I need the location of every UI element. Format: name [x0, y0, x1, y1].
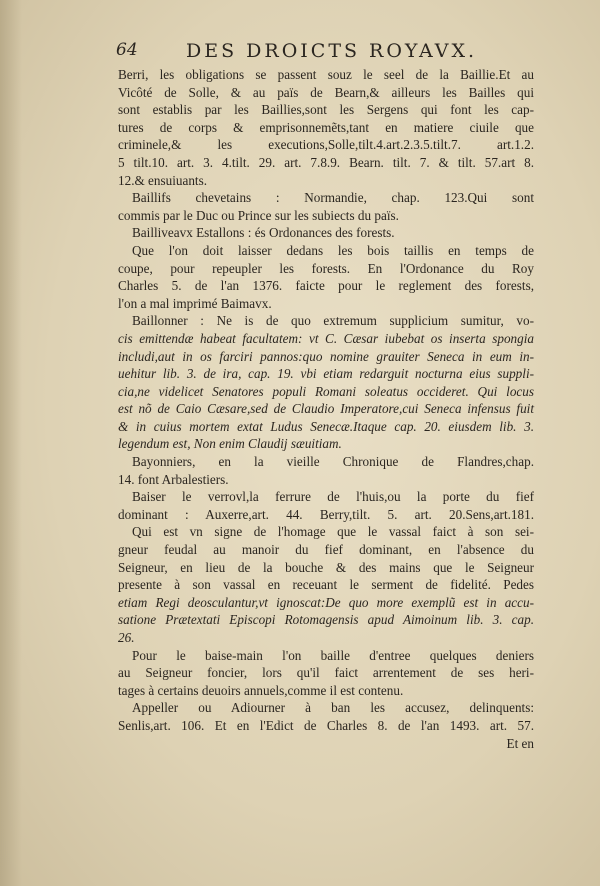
text-line: dominant : Auxerre,art. 44. Berry,tilt. 5. art. 20.Sens,art.181. — [118, 506, 534, 522]
entry-heading-line: Bailliveavx Estallons : és Ordonances des forests. — [132, 225, 395, 241]
text-line: gneur feudal au manoir du fief dominant, en l'absence du — [118, 542, 534, 558]
text-line: 12.& ensuiuants. — [118, 172, 208, 188]
latin-line: satione Prætextati Episcopi Rotomagensis apud Aimoinum lib. 3. cap. — [118, 612, 534, 628]
text-line: presente à son vassal en receuant le serment de fidelité. Pedes — [118, 577, 534, 593]
header-title: DES DROICTS ROYAVX. — [186, 40, 478, 62]
text-line: Senlis,art. 106. Et en l'Edict de Charles 8. de l'an 1493. art. 57. — [118, 717, 534, 733]
text-line: Berri, les obligations se passent souz le seel de la Baillie.Et au — [118, 67, 534, 82]
entry-heading-line: Baillifs chevetains : Normandie, chap. 123.Qui sont — [132, 190, 534, 206]
text-line: sont establis par les Baillies,sont les Sergens qui font les cap- — [118, 102, 534, 118]
text-line: Vicôté de Solle, & au païs de Bearn,& ailleurs les Bailles qui — [118, 84, 534, 100]
text-line: au Seigneur foncier, lors qu'il faict arrentement de ses heri- — [118, 665, 534, 681]
latin-line: & in cuius mortem extat Ludus Senecæ.Itaque cap. 20. eiusdem lib. 3. — [118, 418, 534, 434]
text-line: tages à certains deuoirs annuels,comme il est contenu. — [118, 682, 404, 698]
entry-heading-line: Baillonner : Ne is de quo extremum supplicium sumitur, vo- — [132, 313, 534, 329]
page-number: 64 — [116, 40, 138, 60]
latin-line: cis emittendæ habeat facultatem: vt C. Cæsar iubebat os inserta spongia — [118, 330, 534, 346]
page-spine-shadow — [0, 0, 22, 886]
running-head — [110, 40, 570, 66]
latin-line: uehitur lib. 3. de ira, cap. 19. vbi etiam redarguit nocturna eius suppli- — [118, 366, 534, 382]
body-text — [118, 66, 534, 752]
text-line: Appeller ou Adiourner à ban les accusez, delinquents: — [132, 700, 534, 716]
entry-heading-line: Baiser le verrovl,la ferrure de l'huis,ou la porte du fief — [132, 489, 534, 505]
text-line: Que l'on doit laisser dedans les bois taillis en temps de — [132, 242, 534, 258]
catchword: Et en — [506, 735, 534, 751]
latin-line: legendum est, Non enim Claudij sæuitiam. — [118, 436, 342, 452]
latin-line: includi,aut in os farciri pannos:quo nomine grauiter Seneca in eum in- — [118, 348, 534, 364]
text-line: commis par le Duc ou Prince sur les subiects du païs. — [118, 207, 399, 223]
text-line: Seigneur, en lieu de la bouche & des mains que le Seigneur — [118, 559, 534, 575]
text-line: criminele,& les executions,Solle,tilt.4.art.2.3.5.tilt.7. art.1.2. — [118, 137, 534, 153]
text-line: Pour le baise-main l'on baille d'entree quelques deniers — [132, 647, 534, 663]
text-line: 14. font Arbalestiers. — [118, 471, 229, 487]
text-line: l'on a mal imprimé Baimavx. — [118, 295, 272, 311]
text-line: 5 tilt.10. art. 3. 4.tilt. 29. art. 7.8.9. Bearn. tilt. 7. & tilt. 57.art 8. — [118, 154, 534, 170]
entry-heading-line: Bayonniers, en la vieille Chronique de Flandres,chap. — [132, 454, 534, 470]
text-line: coupe, pour repeupler les forests. En l'Ordonance du Roy — [118, 260, 534, 276]
text-line: Qui est vn signe de l'homage que le vassal faict à son sei- — [132, 524, 534, 540]
text-line: tures de corps & emprisonnemẽts,tant en matiere ciuile que — [118, 119, 534, 135]
text-line: Charles 5. de l'an 1376. faicte pour le reglement des forests, — [118, 278, 534, 294]
latin-line: 26. — [118, 630, 135, 645]
latin-line: etiam Regi deosculantur,vt ignoscat:De quo more exemplũ est in accu- — [118, 594, 534, 610]
latin-line: cia,ne videlicet Senatores populi Romani soleatus occideret. Qui locus — [118, 383, 534, 399]
latin-line: est nõ de Caio Cæsare,sed de Claudio Imperatore,cui Seneca infensus fuit — [118, 401, 534, 417]
